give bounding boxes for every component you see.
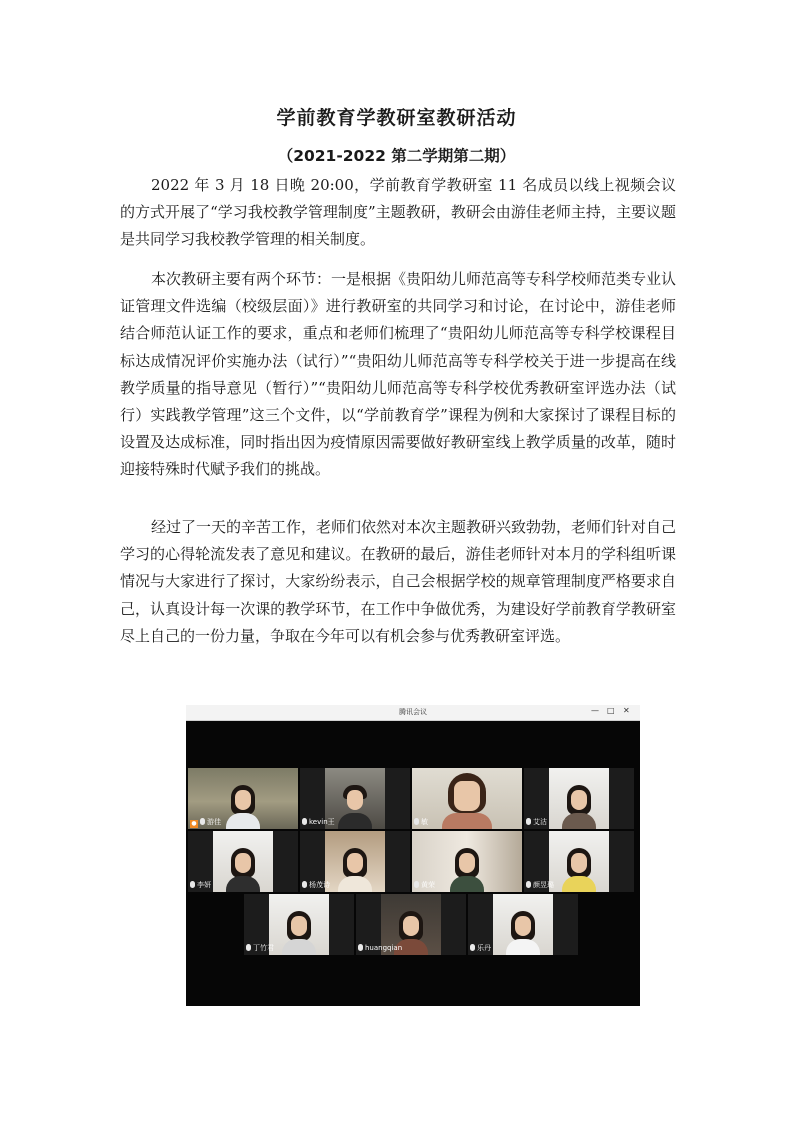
close-icon[interactable]: ✕: [623, 706, 630, 715]
participant-tile[interactable]: [300, 768, 410, 829]
page-subtitle: （2021-2022 第二学期第二期）: [277, 147, 516, 165]
participant-label: [470, 943, 491, 954]
participant-video: [213, 831, 273, 892]
participant-label: [526, 817, 547, 828]
participant-tile[interactable]: [188, 831, 298, 892]
window-title: 腾讯会议: [399, 708, 427, 716]
meeting-screenshot: [186, 705, 640, 1006]
participant-name: 颜昱璐: [533, 881, 554, 889]
participant-label: [302, 880, 330, 891]
participant-label: [302, 817, 335, 828]
participant-video: [412, 768, 522, 829]
participant-tile[interactable]: [412, 831, 522, 892]
microphone-icon: [414, 818, 419, 825]
participant-tile[interactable]: [524, 768, 634, 829]
participant-video: [269, 894, 329, 955]
paragraph: 2022 年 3 月 18 日晚 20:00，学前教育学教研室 11 名成员以线上视频会议的方式开展了“学习我校教学管理制度”主题教研，教研会由游佳老师主持，主要议题是共同学习我校教学管理的相关制度。: [120, 176, 676, 249]
microphone-icon: [470, 944, 475, 951]
microphone-icon: [526, 818, 531, 825]
participant-tile[interactable]: [188, 768, 298, 829]
microphone-icon: [190, 881, 195, 888]
participant-tile[interactable]: [300, 831, 410, 892]
participant-name: 黄荣: [421, 881, 435, 889]
microphone-icon: [246, 944, 251, 951]
participant-label: [358, 943, 402, 954]
participant-label: [190, 880, 211, 891]
participant-tile[interactable]: [468, 894, 578, 955]
participant-name: 艾沽: [533, 818, 547, 826]
microphone-icon: [302, 881, 307, 888]
paragraph: 经过了一天的辛苦工作，老师们依然对本次主题教研兴致勃勃，老师们针对自己学习的心得轮流发表了意见和建议。在教研的最后，游佳老师针对本月的学科组听课情况与大家进行了探讨，大家纷纷表示，自己会根据学校的规章管理制度严格要求自己，认真设计每一次课的教学环节，在工作中争做优秀，为建设好学前教育学教研室尽上自己的一份力量，争取在今年可以有机会参与优秀教研室评选。: [120, 518, 677, 645]
microphone-icon: [526, 881, 531, 888]
participant-tile[interactable]: [412, 768, 522, 829]
participant-name: 丁竹君: [253, 944, 274, 952]
participant-label: [526, 880, 554, 891]
microphone-icon: [302, 818, 307, 825]
participant-name: kevin王: [309, 818, 335, 826]
participant-name: huangqian: [365, 944, 403, 952]
participant-name: 杨茂诗: [309, 881, 330, 889]
participant-tile[interactable]: [356, 894, 466, 955]
participant-label: [190, 817, 221, 828]
paragraph: 本次教研主要有两个环节：一是根据《贵阳幼儿师范高等专科学校师范类专业认证管理文件选编（校级层面）》进行教研室的共同学习和讨论，在讨论中，游佳老师结合师范认证工作的要求，重点和老师们梳理了“贵阳幼儿师范高等专科学校课程目标达成情况评价实施办法（试行）”“贵阳幼儿师范高等专科学校关于进一步提高在线教学质量的指导意见（暂行）”“贵阳幼儿师范高等专科学校优秀教研室评选办法（试行）实践教学管理”这三个文件，以“学前教育学”课程为例和大家探讨了课程目标的设置及达成标准，同时指出因为疫情原因需要做好教研室线上教学质量的改革，随时迎接特殊时代赋予我们的挑战。: [120, 270, 677, 479]
participant-name: 敏: [421, 818, 428, 826]
minimize-icon[interactable]: —: [591, 706, 599, 715]
participant-name: 乐丹: [477, 944, 491, 952]
page-title: 学前教育学教研室教研活动: [276, 107, 517, 129]
participant-video: [549, 768, 609, 829]
window-titlebar: [186, 705, 640, 721]
microphone-icon: [414, 881, 419, 888]
participant-video: [325, 831, 385, 892]
microphone-icon: [200, 818, 205, 825]
participant-name: 李妍: [197, 881, 211, 889]
participant-label: [246, 943, 274, 954]
participant-video: [549, 831, 609, 892]
participant-tile[interactable]: [524, 831, 634, 892]
host-icon: ●: [191, 820, 197, 827]
maximize-icon[interactable]: □: [607, 706, 615, 715]
microphone-icon: [358, 944, 363, 951]
participant-name: 游佳: [207, 818, 221, 826]
participant-video: [493, 894, 553, 955]
participant-tile[interactable]: [244, 894, 354, 955]
participant-label: [414, 817, 428, 828]
participant-label: [414, 880, 435, 891]
